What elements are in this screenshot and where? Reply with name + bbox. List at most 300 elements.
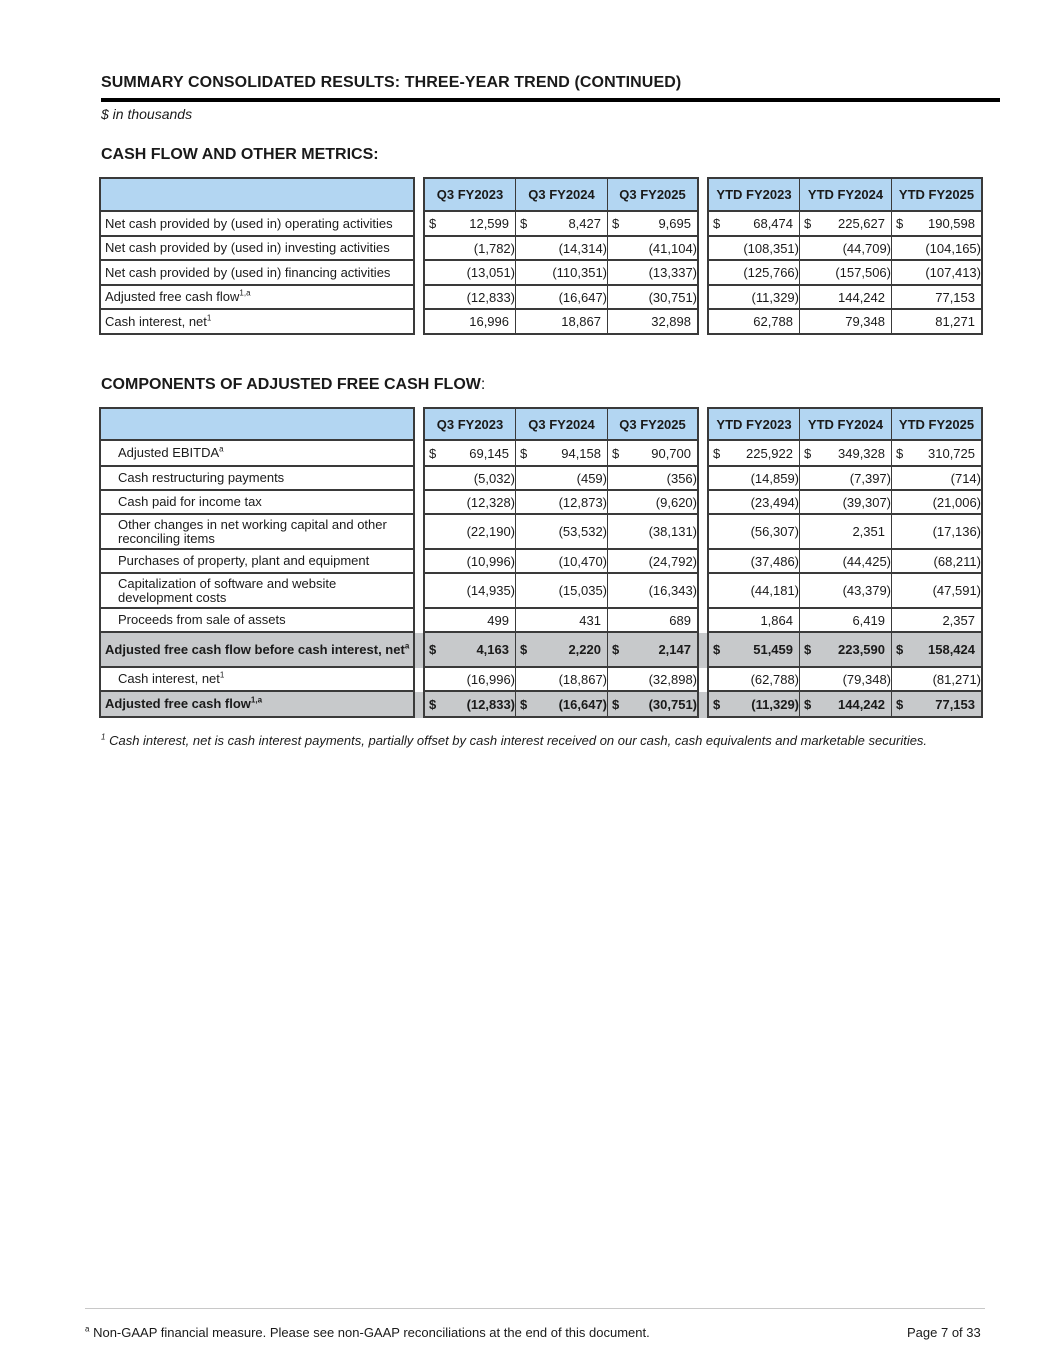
table-header-row	[99, 407, 983, 441]
value-number: 225,627	[838, 216, 885, 231]
column-gap	[415, 668, 423, 692]
value-number: 94,158	[561, 445, 601, 461]
value-number: (18,867)	[558, 671, 607, 687]
row-label-text: Other changes in net working capital and other reconciling items	[118, 516, 387, 546]
currency-symbol: $	[612, 696, 620, 712]
value-cell	[607, 574, 699, 609]
value-number: (44,425)	[842, 553, 891, 569]
value-cell	[515, 633, 607, 668]
currency-symbol: $	[520, 445, 528, 461]
currency-symbol: $	[804, 696, 812, 712]
value-cell	[707, 633, 799, 668]
row-label	[99, 515, 415, 550]
value-cell	[891, 441, 983, 467]
value-cell	[423, 310, 515, 335]
row-label-text: Net cash provided by (used in) financing activities	[105, 264, 391, 280]
column-gap	[415, 441, 423, 467]
column-header: YTD FY2024	[799, 407, 891, 441]
value-number: (11,329)	[751, 289, 799, 305]
row-label-text: Net cash provided by (used in) operating activities	[105, 215, 393, 231]
column-header: Q3 FY2024	[515, 177, 607, 212]
row-label	[99, 633, 415, 668]
row-label-text: Cash interest, net	[105, 313, 207, 329]
row-label	[99, 668, 415, 692]
currency-symbol: $	[896, 216, 904, 231]
value-cell	[607, 692, 699, 718]
page-title: SUMMARY CONSOLIDATED RESULTS: THREE-YEAR TREND (CONTINUED)	[101, 74, 682, 91]
column-gap	[699, 467, 707, 491]
adjusted-fcf-components-table	[99, 407, 983, 718]
value-number: (1,782)	[473, 240, 515, 256]
value-number: (17,136)	[932, 524, 981, 539]
value-number: 349,328	[838, 445, 885, 461]
currency-symbol: $	[804, 642, 812, 657]
column-gap	[415, 467, 423, 491]
value-number: 32,898	[651, 314, 691, 329]
footer-note	[85, 1325, 650, 1340]
value-number: (68,211)	[933, 553, 981, 569]
value-number: 158,424	[928, 642, 975, 657]
table-total-row	[99, 692, 983, 718]
row-label-text: Cash paid for income tax	[118, 494, 262, 509]
row-label-superscript: 1,a	[239, 288, 251, 298]
value-number: (44,709)	[842, 240, 891, 256]
value-cell	[607, 237, 699, 261]
column-gap	[699, 692, 707, 718]
column-gap	[415, 633, 423, 668]
value-number: 62,788	[753, 314, 793, 329]
column-header: Q3 FY2025	[607, 407, 699, 441]
column-gap	[699, 550, 707, 574]
column-gap	[699, 441, 707, 467]
value-cell	[515, 286, 607, 310]
currency-symbol: $	[896, 696, 904, 712]
value-number: (56,307)	[750, 524, 799, 539]
row-label-text: Cash restructuring payments	[118, 470, 285, 485]
currency-symbol: $	[896, 445, 904, 461]
value-cell	[799, 310, 891, 335]
value-number: (12,833)	[466, 289, 515, 305]
value-cell	[607, 441, 699, 467]
row-label-text: Cash interest, net	[118, 671, 220, 686]
value-number: (108,351)	[743, 240, 799, 256]
currency-symbol: $	[612, 642, 620, 657]
value-number: (39,307)	[842, 494, 891, 510]
value-cell	[423, 668, 515, 692]
value-cell	[891, 515, 983, 550]
column-gap	[415, 574, 423, 609]
value-cell	[423, 237, 515, 261]
value-cell	[607, 668, 699, 692]
value-cell	[515, 467, 607, 491]
table-row	[99, 491, 983, 515]
value-cell	[515, 668, 607, 692]
value-number: (32,898)	[648, 671, 697, 687]
value-cell	[799, 609, 891, 633]
value-cell	[891, 692, 983, 718]
value-number: (14,314)	[558, 240, 607, 256]
column-gap	[415, 212, 423, 237]
value-cell	[515, 441, 607, 467]
value-cell	[423, 633, 515, 668]
value-cell	[707, 692, 799, 718]
row-label-superscript: a	[404, 641, 410, 651]
value-cell	[707, 237, 799, 261]
value-cell	[891, 310, 983, 335]
value-cell	[707, 609, 799, 633]
column-gap	[699, 286, 707, 310]
value-cell	[607, 310, 699, 335]
components-section-title-text: COMPONENTS OF ADJUSTED FREE CASH FLOW	[101, 376, 481, 393]
value-number: 8,427	[568, 216, 601, 231]
column-header: Q3 FY2025	[607, 177, 699, 212]
value-cell	[423, 212, 515, 237]
value-number: 6,419	[852, 612, 885, 628]
value-cell	[891, 261, 983, 286]
value-number: 2,220	[568, 642, 601, 657]
row-label-text: Capitalization of software and website development costs	[118, 575, 337, 605]
value-cell	[799, 212, 891, 237]
value-cell	[799, 550, 891, 574]
column-header: Q3 FY2023	[423, 177, 515, 212]
table-row	[99, 310, 983, 335]
title-rule	[101, 98, 1000, 102]
value-cell	[707, 574, 799, 609]
value-cell	[707, 261, 799, 286]
value-number: 68,474	[753, 216, 793, 231]
value-cell	[707, 467, 799, 491]
row-label	[99, 237, 415, 261]
value-number: 77,153	[935, 696, 975, 712]
value-number: (14,935)	[466, 583, 515, 598]
value-number: 223,590	[838, 642, 885, 657]
value-number: 144,242	[838, 696, 885, 712]
currency-symbol: $	[429, 216, 437, 231]
value-number: 79,348	[845, 314, 885, 329]
value-number: (53,532)	[558, 524, 607, 539]
value-number: (125,766)	[743, 265, 799, 280]
table-row	[99, 286, 983, 310]
currency-symbol: $	[520, 642, 528, 657]
currency-symbol: $	[612, 216, 620, 231]
value-number: 499	[487, 612, 509, 628]
value-cell	[607, 467, 699, 491]
column-gap	[699, 237, 707, 261]
column-header: YTD FY2025	[891, 177, 983, 212]
column-gap	[699, 574, 707, 609]
column-gap	[699, 668, 707, 692]
value-cell	[799, 515, 891, 550]
value-cell	[423, 286, 515, 310]
table-row	[99, 668, 983, 692]
components-section-title	[101, 376, 485, 394]
table-row	[99, 515, 983, 550]
value-cell	[799, 261, 891, 286]
value-cell	[799, 441, 891, 467]
column-header: YTD FY2023	[707, 407, 799, 441]
table-row	[99, 467, 983, 491]
row-label-text: Adjusted EBITDA	[118, 445, 220, 460]
currency-symbol: $	[612, 445, 620, 461]
value-cell	[515, 237, 607, 261]
table-total-row	[99, 633, 983, 668]
value-number: (38,131)	[648, 524, 697, 539]
value-cell	[707, 212, 799, 237]
row-label	[99, 212, 415, 237]
row-label	[99, 467, 415, 491]
value-number: 90,700	[651, 445, 691, 461]
value-cell	[515, 692, 607, 718]
value-number: (24,792)	[648, 553, 697, 569]
value-cell	[515, 574, 607, 609]
footnote	[101, 733, 927, 748]
value-number: (30,751)	[648, 696, 697, 712]
value-number: (41,104)	[648, 240, 697, 256]
column-gap	[699, 515, 707, 550]
column-header: YTD FY2023	[707, 177, 799, 212]
column-gap	[415, 237, 423, 261]
value-cell	[707, 668, 799, 692]
value-cell	[707, 286, 799, 310]
value-cell	[891, 633, 983, 668]
value-number: 2,357	[942, 612, 975, 628]
value-cell	[799, 467, 891, 491]
column-gap	[699, 633, 707, 668]
value-number: 431	[579, 612, 601, 628]
value-number: (62,788)	[750, 671, 799, 687]
value-cell	[799, 237, 891, 261]
value-cell	[799, 491, 891, 515]
row-label	[99, 550, 415, 574]
column-gap	[415, 286, 423, 310]
value-cell	[799, 574, 891, 609]
value-cell	[423, 609, 515, 633]
value-cell	[707, 550, 799, 574]
column-gap	[415, 609, 423, 633]
currency-symbol: $	[713, 445, 721, 461]
row-label-superscript: 1	[219, 670, 225, 680]
currency-symbol: $	[804, 216, 812, 231]
value-number: (459)	[576, 470, 607, 486]
currency-symbol: $	[520, 216, 528, 231]
value-number: (5,032)	[473, 470, 515, 486]
table-header-row	[99, 177, 983, 212]
value-number: 190,598	[928, 216, 975, 231]
row-label	[99, 609, 415, 633]
value-cell	[799, 692, 891, 718]
value-cell	[891, 609, 983, 633]
value-cell	[891, 467, 983, 491]
value-cell	[891, 550, 983, 574]
row-label	[99, 310, 415, 335]
column-gap	[415, 550, 423, 574]
currency-symbol: $	[429, 445, 437, 461]
table-row	[99, 609, 983, 633]
column-header: YTD FY2025	[891, 407, 983, 441]
value-cell	[707, 515, 799, 550]
row-label-superscript: 1,a	[250, 695, 263, 705]
column-gap	[699, 609, 707, 633]
value-number: (16,647)	[558, 696, 607, 712]
table-row	[99, 441, 983, 467]
value-number: (110,351)	[552, 265, 607, 280]
value-number: (16,647)	[558, 289, 607, 305]
value-number: (107,413)	[925, 265, 981, 280]
column-gap	[699, 407, 707, 441]
row-label-text: Purchases of property, plant and equipment	[118, 553, 370, 568]
value-cell	[607, 550, 699, 574]
value-number: (15,035)	[558, 583, 607, 598]
value-number: 51,459	[753, 642, 793, 657]
value-cell	[891, 668, 983, 692]
value-cell	[515, 212, 607, 237]
footer-note-text: Non-GAAP financial measure. Please see non-GAAP reconciliations at the end of this document.	[93, 1325, 650, 1340]
value-number: (104,165)	[925, 240, 981, 256]
value-cell	[607, 286, 699, 310]
value-number: 18,867	[561, 314, 601, 329]
value-cell	[607, 609, 699, 633]
row-label-text: Proceeds from sale of assets	[118, 612, 286, 627]
table-row	[99, 261, 983, 286]
value-cell	[423, 550, 515, 574]
value-cell	[891, 212, 983, 237]
value-number: (12,833)	[466, 696, 515, 712]
row-label	[99, 286, 415, 310]
value-number: (43,379)	[842, 583, 891, 598]
currency-symbol: $	[429, 642, 437, 657]
value-cell	[423, 491, 515, 515]
row-label	[99, 441, 415, 467]
column-gap	[415, 177, 423, 212]
column-header: Q3 FY2023	[423, 407, 515, 441]
value-number: 9,695	[658, 216, 691, 231]
value-number: (7,397)	[849, 470, 891, 486]
value-number: (30,751)	[648, 289, 697, 305]
table-row	[99, 574, 983, 609]
value-cell	[515, 491, 607, 515]
footer-mark: a	[85, 1324, 90, 1334]
value-cell	[423, 515, 515, 550]
currency-symbol: $	[520, 696, 528, 712]
currency-symbol: $	[804, 445, 812, 461]
value-cell	[515, 550, 607, 574]
value-number: (14,859)	[750, 470, 799, 486]
value-cell	[799, 633, 891, 668]
value-number: (22,190)	[466, 524, 515, 539]
value-cell	[799, 668, 891, 692]
value-cell	[515, 310, 607, 335]
currency-symbol: $	[896, 642, 904, 657]
value-number: 2,351	[852, 524, 885, 539]
value-cell	[707, 491, 799, 515]
column-header: YTD FY2024	[799, 177, 891, 212]
value-number: (356)	[666, 470, 697, 486]
row-label	[99, 692, 415, 718]
value-number: (16,343)	[648, 583, 697, 598]
column-gap	[699, 212, 707, 237]
value-number: 225,922	[746, 445, 793, 461]
value-cell	[891, 237, 983, 261]
components-section-title-suffix: :	[480, 376, 486, 393]
value-cell	[423, 467, 515, 491]
value-number: (13,051)	[466, 265, 515, 280]
currency-symbol: $	[713, 216, 721, 231]
value-cell	[423, 261, 515, 286]
value-number: 689	[669, 612, 691, 628]
value-number: (12,873)	[558, 494, 607, 510]
value-number: (10,470)	[558, 553, 607, 569]
footnote-text: Cash interest, net is cash interest payments, partially offset by cash interest received on our cash, cash equivalents and marketable securities.	[109, 733, 928, 748]
value-cell	[891, 286, 983, 310]
column-gap	[415, 310, 423, 335]
header-label-cell	[99, 177, 415, 212]
table-row	[99, 212, 983, 237]
value-number: 4,163	[476, 642, 509, 657]
value-number: (714)	[950, 470, 981, 486]
table-row	[99, 237, 983, 261]
value-cell	[891, 574, 983, 609]
row-label-text: Net cash provided by (used in) investing activities	[105, 240, 390, 255]
column-gap	[415, 692, 423, 718]
column-header: Q3 FY2024	[515, 407, 607, 441]
value-number: 12,599	[469, 216, 509, 231]
column-gap	[699, 491, 707, 515]
value-number: (9,620)	[655, 494, 697, 510]
currency-symbol: $	[713, 696, 721, 712]
value-number: (157,506)	[835, 265, 891, 280]
value-number: (16,996)	[466, 671, 515, 687]
value-number: 144,242	[838, 289, 885, 305]
value-number: (81,271)	[932, 671, 981, 687]
value-cell	[607, 633, 699, 668]
value-cell	[799, 286, 891, 310]
value-number: 16,996	[469, 314, 509, 329]
value-number: (21,006)	[932, 494, 981, 510]
table-row	[99, 550, 983, 574]
currency-symbol: $	[429, 696, 437, 712]
value-cell	[515, 261, 607, 286]
column-gap	[415, 261, 423, 286]
value-number: (12,328)	[466, 494, 515, 510]
value-number: (44,181)	[750, 583, 799, 598]
value-number: 1,864	[760, 612, 793, 628]
value-cell	[423, 574, 515, 609]
header-label-cell	[99, 407, 415, 441]
row-label-text: Adjusted free cash flow	[105, 289, 240, 304]
value-number: (23,494)	[750, 494, 799, 510]
value-cell	[707, 310, 799, 335]
page-number: Page 7 of 33	[907, 1325, 981, 1340]
row-label-superscript: a	[219, 444, 224, 454]
value-cell	[515, 609, 607, 633]
currency-symbol: $	[713, 642, 721, 657]
value-cell	[607, 515, 699, 550]
value-cell	[607, 212, 699, 237]
value-cell	[423, 441, 515, 467]
value-number: 77,153	[935, 289, 975, 305]
row-label-text: Adjusted free cash flow	[105, 696, 251, 711]
row-label	[99, 491, 415, 515]
value-cell	[891, 491, 983, 515]
cash-flow-section-title: CASH FLOW AND OTHER METRICS:	[101, 146, 379, 163]
column-gap	[699, 310, 707, 335]
column-gap	[699, 177, 707, 212]
value-number: (11,329)	[751, 696, 799, 712]
footnote-mark: 1	[101, 732, 106, 742]
value-number: (47,591)	[932, 583, 981, 598]
cash-flow-metrics-table	[99, 177, 983, 335]
value-cell	[423, 692, 515, 718]
